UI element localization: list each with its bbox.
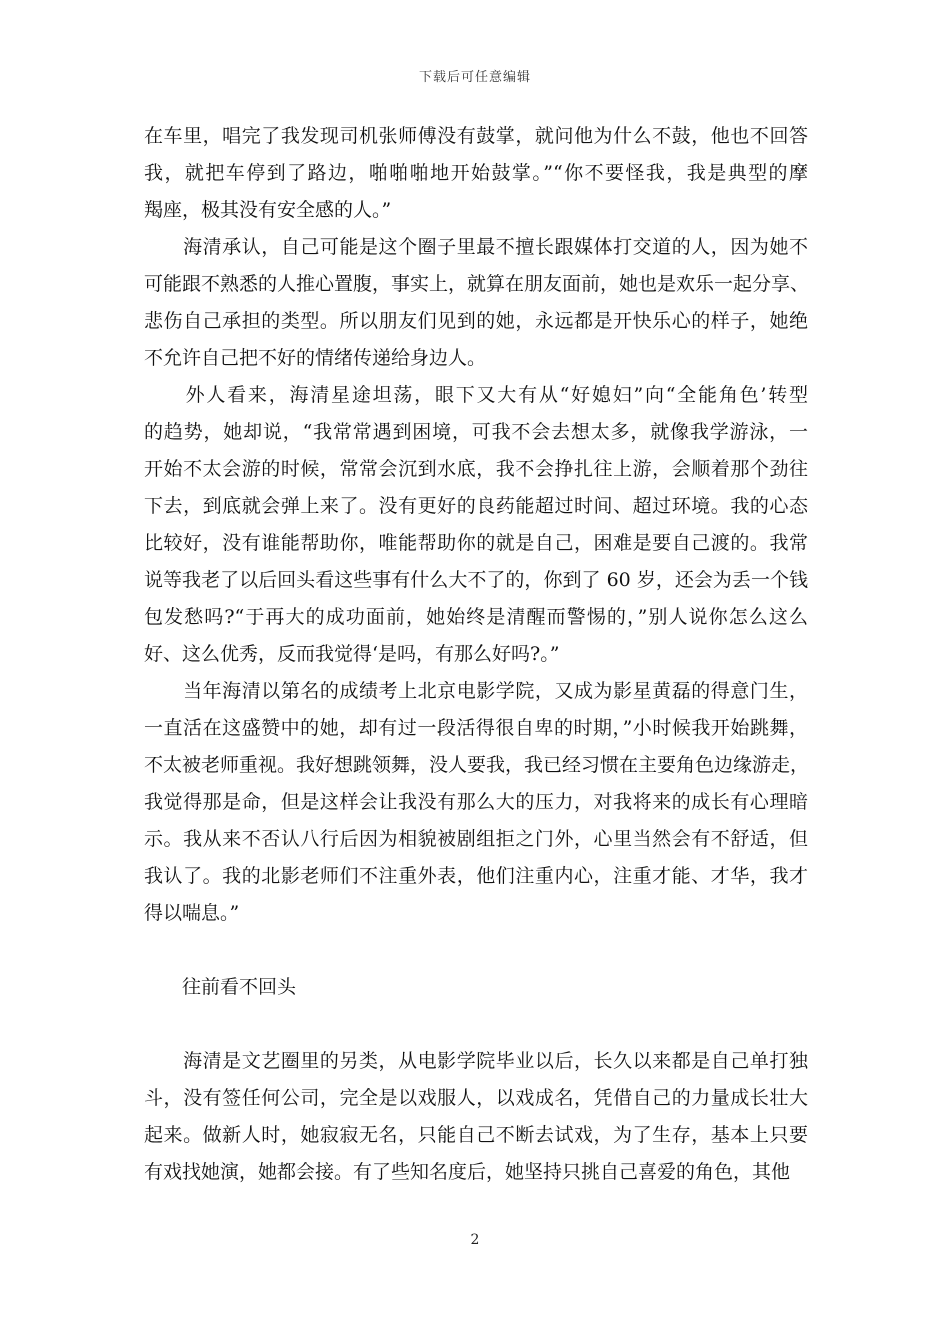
document-body [144, 118, 808, 1191]
text-line: 开始不太会游的时候，常常会沉到水底，我不会挣扎往上游，会顺着那个劲往 [144, 458, 808, 480]
text-line: 我觉得那是命，但是这样会让我没有那么大的压力，对我将来的成长有心理暗 [144, 791, 808, 813]
paragraph [144, 229, 808, 377]
spacer [144, 1006, 808, 1043]
text-line: 斗，没有签任何公司，完全是以戏服人，以戏成名，凭借自己的力量成长壮大 [144, 1087, 808, 1109]
text-line: 得以喘息。” [144, 902, 240, 924]
text-line: 起来。做新人时，她寂寂无名，只能自己不断去试戏，为了生存，基本上只要 [144, 1124, 808, 1146]
text-line: 在车里，唱完了我发现司机张师傅没有鼓掌，就问他为什么不鼓，他也不回答 [144, 125, 808, 147]
text-line: 我，就把车停到了路边，啪啪啪地开始鼓掌。”“你不要怪我，我是典型的摩 [144, 162, 808, 184]
page-header: 下载后可任意编辑 [418, 70, 531, 85]
text-line: 说等我老了以后回头看这些事有什么大不了的，你到了 60 岁，还会为丢一个钱 [144, 569, 808, 591]
text-line: 当年海清以第名的成绩考上北京电影学院，又成为影星黄磊的得意门生， [144, 680, 808, 702]
text-line: 一直活在这盛赞中的她，却有过一段活得很自卑的时期，”小时候我开始跳舞， [144, 717, 808, 739]
text-line: 羯座，极其没有安全感的人。” [144, 199, 392, 221]
paragraph [144, 377, 808, 673]
text-line: 示。我从来不否认八行后因为相貌被剧组拒之门外，心里当然会有不舒适，但 [144, 828, 808, 850]
text-line: 好、这么优秀，反而我觉得‘是吗，有那么好吗?。” [144, 643, 560, 665]
paragraph [144, 1043, 808, 1191]
text-line: 包发愁吗?“于再大的成功面前，她始终是清醒而警惕的，”别人说你怎么这么 [144, 606, 808, 628]
text-line: 可能跟不熟悉的人推心置腹，事实上，就算在朋友面前，她也是欢乐一起分享、 [144, 273, 810, 295]
text-line: 海清承认，自己可能是这个圈子里最不擅长跟媒体打交道的人，因为她不 [144, 236, 808, 258]
text-line: 比较好，没有谁能帮助你，唯能帮助你的就是自己，困难是要自己渡的。我常 [144, 532, 808, 554]
section-heading: 往前看不回头 [182, 976, 297, 998]
text-line: 我认了。我的北影老师们不注重外表，他们注重内心，注重才能、才华，我才 [144, 865, 808, 887]
text-line: 有戏找她演，她都会接。有了些知名度后，她坚持只挑自己喜爱的角色，其他 [144, 1161, 791, 1183]
text-line: 外人看来，海清星途坦荡，眼下又大有从“好媳妇”向“全能角色’转型 [144, 384, 808, 406]
page-number: 2 [470, 1232, 480, 1248]
text-line: 海清是文艺圈里的另类，从电影学院毕业以后，长久以来都是自己单打独 [144, 1050, 808, 1072]
spacer [144, 932, 808, 969]
paragraph [144, 673, 808, 932]
text-line: 的趋势，她却说，“我常常遇到困境，可我不会去想太多，就像我学游泳，一 [144, 421, 808, 443]
text-line: 下去，到底就会弹上来了。没有更好的良药能超过时间、超过环境。我的心态 [144, 495, 808, 517]
text-line: 悲伤自己承担的类型。所以朋友们见到的她，永远都是开快乐心的样子，她绝 [144, 310, 808, 332]
paragraph [144, 118, 808, 229]
text-line: 不太被老师重视。我好想跳领舞，没人要我，我已经习惯在主要角色边缘游走， [144, 754, 810, 776]
text-line: 不允许自己把不好的情绪传递给身边人。 [144, 347, 487, 369]
